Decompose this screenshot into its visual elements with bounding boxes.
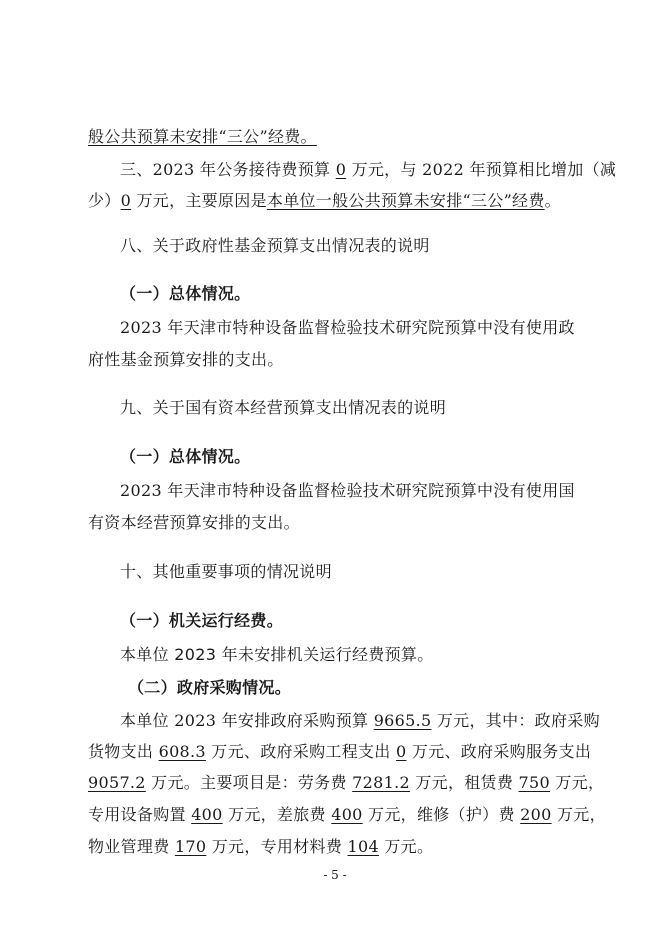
section-heading-8: 八、关于政府性基金预算支出情况表的说明 bbox=[120, 236, 430, 255]
para-8-line-1: 2023 年天津市特种设备监督检验技术研究院预算中没有使用政 bbox=[120, 318, 575, 337]
procurement-line-1: 本单位 2023 年安排政府采购预算 9665.5 万元，其中：政府采购 bbox=[120, 711, 600, 730]
subsection-heading-9-1: （一）总体情况。 bbox=[120, 447, 251, 466]
para-8-line-2: 府性基金预算安排的支出。 bbox=[88, 350, 284, 369]
para-line-2: 三、2023 年公务接待费预算 0 万元，与 2022 年预算相比增加（减 bbox=[120, 160, 617, 179]
para-10-1: 本单位 2023 年未安排机关运行经费预算。 bbox=[120, 645, 434, 664]
procurement-line-2: 货物支出 608.3 万元、政府采购工程支出 0 万元、政府采购服务支出 bbox=[88, 742, 592, 761]
para-9-line-2: 有资本经营预算安排的支出。 bbox=[88, 513, 300, 532]
procurement-line-4: 专用设备购置 400 万元，差旅费 400 万元，维修（护）费 200 万元， bbox=[88, 805, 606, 824]
para-9-line-1: 2023 年天津市特种设备监督检验技术研究院预算中没有使用国 bbox=[120, 481, 575, 500]
procurement-line-5: 物业管理费 170 万元，专用材料费 104 万元。 bbox=[88, 837, 434, 856]
section-heading-9: 九、关于国有资本经营预算支出情况表的说明 bbox=[120, 398, 447, 417]
para-line-1: 般公共预算未安排“三公”经费。 bbox=[88, 127, 317, 146]
subsection-heading-10-2: （二）政府采购情况。 bbox=[128, 678, 292, 697]
procurement-line-3: 9057.2 万元。主要项目是：劳务费 7281.2 万元，租赁费 750 万元， bbox=[88, 773, 605, 792]
section-heading-10: 十、其他重要事项的情况说明 bbox=[120, 562, 332, 581]
para-line-3: 少）0 万元，主要原因是本单位一般公共预算未安排“三公”经费。 bbox=[88, 191, 561, 210]
page-number: - 5 - bbox=[323, 868, 347, 882]
subsection-heading-10-1: （一）机关运行经费。 bbox=[120, 611, 284, 630]
subsection-heading-8-1: （一）总体情况。 bbox=[120, 284, 251, 303]
